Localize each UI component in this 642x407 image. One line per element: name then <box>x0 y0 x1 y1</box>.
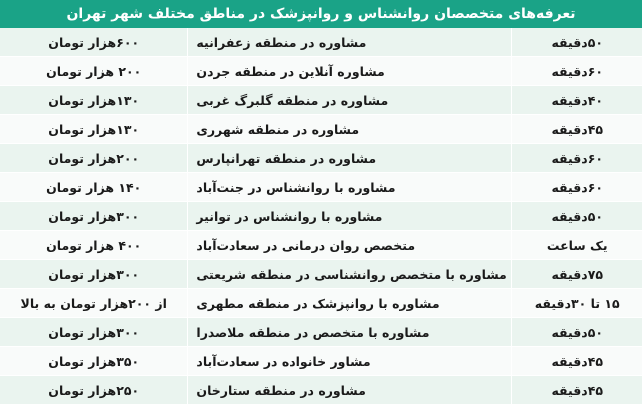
fee-cell: ۳۰۰هزار تومان <box>48 266 140 282</box>
column-divider <box>187 289 188 317</box>
description-cell: مشاوره در منطقه گلبرگ غربی <box>196 92 389 108</box>
table-row <box>0 144 642 173</box>
table-row <box>0 289 642 318</box>
description-cell: مشاوره آنلاین در منطقه جردن <box>196 63 385 79</box>
column-divider <box>511 347 512 375</box>
description-cell: مشاوره با روانپزشک در منطقه مطهری <box>196 295 440 311</box>
column-divider <box>511 115 512 143</box>
table-title: تعرفه‌های متخصصان روانشناس و روانپزشک در مناطق مختلف شهر تهران <box>0 0 642 28</box>
fee-cell: ۴۰۰ هزار تومان <box>46 237 142 253</box>
table-row <box>0 86 642 115</box>
description-cell: مشاوره در منطقه تهرانپارس <box>196 150 377 166</box>
column-divider <box>511 376 512 404</box>
duration-cell: ۴۵دقیقه <box>551 121 603 137</box>
description-cell: مشاوره با روانشناس در جنت‌آباد <box>196 179 396 195</box>
table-row <box>0 260 642 289</box>
table-row <box>0 318 642 347</box>
fee-cell: از ۲۰۰هزار تومان به بالا <box>20 295 167 311</box>
column-divider <box>511 289 512 317</box>
column-divider <box>187 28 188 56</box>
description-cell: مشاوره در منطقه زعفرانیه <box>196 34 367 50</box>
duration-cell: یک ساعت <box>546 237 608 253</box>
duration-cell: ۵۰دقیقه <box>551 208 603 224</box>
description-cell: متخصص روان درمانی در سعادت‌آباد <box>196 237 416 253</box>
duration-cell: ۴۵دقیقه <box>551 353 603 369</box>
description-cell: مشاور خانواده در سعادت‌آباد <box>196 353 371 369</box>
duration-cell: ۴۵دقیقه <box>551 382 603 398</box>
table-row <box>0 173 642 202</box>
description-cell: مشاوره با متخصص روانشناسی در منطقه شریعتی <box>196 266 507 282</box>
table-row <box>0 57 642 86</box>
column-divider <box>187 376 188 404</box>
column-divider <box>511 318 512 346</box>
column-divider <box>511 144 512 172</box>
duration-cell: ۶۰دقیقه <box>551 150 603 166</box>
description-cell: مشاوره در منطقه ستارخان <box>196 382 366 398</box>
duration-cell: ۷۵دقیقه <box>551 266 603 282</box>
column-divider <box>187 260 188 288</box>
column-divider <box>187 173 188 201</box>
duration-cell: ۱۵ تا ۳۰دقیقه <box>534 295 620 311</box>
duration-cell: ۵۰دقیقه <box>551 324 603 340</box>
column-divider <box>187 86 188 114</box>
column-divider <box>511 260 512 288</box>
table-row <box>0 202 642 231</box>
table-row <box>0 231 642 260</box>
fee-cell: ۱۳۰هزار تومان <box>48 121 140 137</box>
fee-cell: ۲۰۰ هزار تومان <box>46 63 142 79</box>
fee-cell: ۶۰۰هزار تومان <box>48 34 140 50</box>
description-cell: مشاوره در منطقه شهرری <box>196 121 360 137</box>
column-divider <box>187 231 188 259</box>
column-divider <box>511 173 512 201</box>
duration-cell: ۶۰دقیقه <box>551 179 603 195</box>
column-divider <box>187 144 188 172</box>
duration-cell: ۴۰دقیقه <box>551 92 603 108</box>
table-row <box>0 28 642 57</box>
column-divider <box>511 231 512 259</box>
table-row <box>0 347 642 376</box>
column-divider <box>511 28 512 56</box>
fee-cell: ۱۴۰ هزار تومان <box>46 179 142 195</box>
fee-cell: ۳۰۰هزار تومان <box>48 324 140 340</box>
column-divider <box>187 202 188 230</box>
column-divider <box>187 347 188 375</box>
description-cell: مشاوره با روانشناس در توانیر <box>196 208 383 224</box>
column-divider <box>187 115 188 143</box>
column-divider <box>511 57 512 85</box>
column-divider <box>511 202 512 230</box>
description-cell: مشاوره با متخصص در منطقه ملاصدرا <box>196 324 430 340</box>
table-body <box>0 28 642 405</box>
duration-cell: ۵۰دقیقه <box>551 34 603 50</box>
fee-cell: ۲۵۰هزار تومان <box>48 382 140 398</box>
table-row <box>0 115 642 144</box>
column-divider <box>511 86 512 114</box>
fee-cell: ۳۰۰هزار تومان <box>48 208 140 224</box>
column-divider <box>187 57 188 85</box>
duration-cell: ۶۰دقیقه <box>551 63 603 79</box>
column-divider <box>187 318 188 346</box>
fee-cell: ۳۵۰هزار تومان <box>48 353 140 369</box>
table-row <box>0 376 642 405</box>
fee-cell: ۲۰۰هزار تومان <box>48 150 140 166</box>
fee-cell: ۱۳۰هزار تومان <box>48 92 140 108</box>
